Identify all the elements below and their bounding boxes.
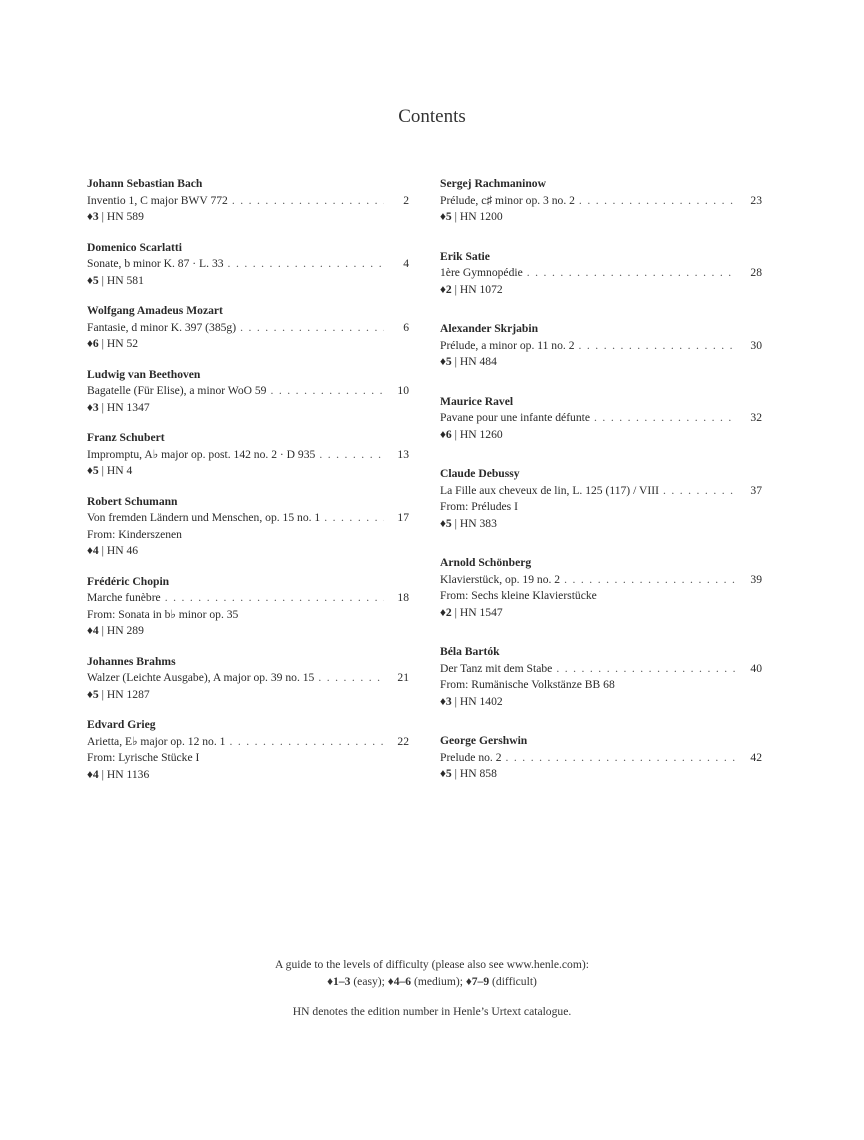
difficulty-line — [87, 767, 409, 784]
contents-entry — [440, 394, 762, 444]
composer-name: Ludwig van Beethoven — [87, 367, 201, 381]
separator: | — [98, 624, 107, 637]
diamond-icon: ♦ — [87, 544, 93, 557]
work-row — [440, 483, 762, 500]
work-title: Walzer (Leichte Ausgabe), A major op. 39 no. 15 — [87, 671, 315, 684]
work-row — [87, 320, 409, 337]
work-row — [87, 447, 409, 464]
work-row — [440, 193, 762, 210]
separator: | — [98, 273, 107, 287]
diamond-icon: ♦ — [440, 282, 446, 296]
separator: | — [451, 694, 460, 708]
level-label: (medium) — [413, 975, 460, 988]
separator: | — [451, 427, 460, 441]
separator: | — [98, 400, 107, 414]
dot-leader — [232, 193, 384, 210]
work-title: Bagatelle (Für Elise), a minor WoO 59 — [87, 384, 267, 397]
hn-number: HN 1200 — [459, 210, 503, 223]
hn-number: HN 46 — [106, 544, 139, 557]
dot-leader — [579, 338, 738, 355]
diamond-icon: ♦ — [87, 464, 93, 477]
difficulty-level: 5 — [445, 767, 452, 780]
difficulty-line — [87, 400, 409, 417]
difficulty-line — [87, 687, 409, 704]
hn-number: HN 581 — [106, 273, 144, 287]
composer-name: Alexander Skrjabin — [440, 322, 539, 335]
page-number: 2 — [403, 193, 409, 207]
work-title: Klavierstück, op. 19 no. 2 — [440, 572, 561, 586]
page-number: 4 — [403, 257, 409, 270]
work-row — [440, 661, 762, 678]
composer-name: Domenico Scarlatti — [87, 240, 182, 254]
difficulty-line — [440, 209, 762, 226]
difficulty-level: 5 — [92, 687, 99, 701]
page-number: 18 — [397, 591, 409, 604]
difficulty-line — [87, 209, 409, 226]
difficulty-level: 5 — [445, 210, 452, 223]
difficulty-line — [440, 605, 762, 622]
diamond-icon: ♦ — [440, 694, 446, 708]
hn-number: HN 383 — [459, 516, 497, 530]
work-row — [440, 410, 762, 427]
work-title: Marche funèbre — [87, 591, 161, 604]
composer-name: Edvard Grieg — [87, 718, 156, 731]
hn-number: HN 1347 — [106, 400, 150, 414]
difficulty-line — [440, 427, 762, 444]
hn-number: HN 1072 — [459, 282, 503, 296]
difficulty-line — [87, 273, 409, 290]
diamond-icon: ♦ — [87, 337, 93, 350]
difficulty-level: 6 — [92, 337, 99, 350]
level-range: 4–6 — [393, 975, 412, 988]
diamond-icon: ♦ — [87, 210, 93, 223]
hn-number: HN 52 — [106, 337, 139, 350]
hn-number: HN 484 — [459, 355, 497, 368]
difficulty-level: 5 — [92, 273, 99, 287]
composer-name: Johann Sebastian Bach — [87, 177, 203, 190]
page-number: 23 — [750, 193, 762, 207]
level-label: (difficult) — [492, 975, 537, 988]
separator: | — [451, 210, 460, 223]
difficulty-line — [87, 623, 409, 640]
work-row — [440, 750, 762, 767]
dot-leader — [594, 410, 737, 427]
source-collection: From: Sechs kleine Klavierstücke — [440, 589, 597, 602]
separator: | — [451, 516, 460, 530]
difficulty-level: 2 — [445, 605, 452, 619]
difficulty-level: 3 — [92, 400, 99, 414]
source-collection: From: Kinderszenen — [87, 527, 182, 541]
separator: | — [98, 544, 107, 557]
composer-name: Frédéric Chopin — [87, 574, 170, 588]
contents-entry — [87, 430, 409, 480]
page-number: 37 — [750, 483, 762, 497]
page-number: 13 — [397, 447, 409, 461]
dot-leader — [165, 590, 384, 607]
difficulty-level: 5 — [445, 516, 452, 530]
difficulty-level: 4 — [92, 544, 99, 557]
difficulty-level: 4 — [92, 624, 99, 637]
contents-left-column — [87, 176, 409, 783]
difficulty-line — [87, 543, 409, 560]
work-row — [87, 734, 409, 751]
separator: | — [451, 282, 460, 296]
level-range: 7–9 — [471, 975, 490, 988]
composer-name: Robert Schumann — [87, 494, 178, 508]
work-title: Inventio 1, C major BWV 772 — [87, 193, 228, 207]
page-number: 40 — [750, 661, 762, 675]
diamond-icon: ♦ — [87, 767, 93, 781]
work-title: Prélude, c♯ minor op. 3 no. 2 — [440, 193, 575, 207]
work-row — [87, 193, 409, 210]
dot-leader — [240, 320, 384, 337]
difficulty-levels: ♦1–3 (easy); ♦4–6 (medium); ♦7–9 (difficult) — [327, 975, 537, 988]
difficulty-line — [440, 354, 762, 371]
diamond-icon: ♦ — [327, 975, 334, 988]
hn-note: HN denotes the edition number in Henle’s Urtext catalogue. — [292, 1005, 572, 1018]
diamond-icon: ♦ — [440, 605, 446, 619]
composer-name: Arnold Schönberg — [440, 556, 532, 569]
dot-leader — [564, 572, 737, 589]
work-row — [87, 590, 409, 607]
work-title: Prélude, a minor op. 11 no. 2 — [440, 338, 575, 352]
difficulty-level: 5 — [92, 464, 99, 477]
hn-number: HN 589 — [106, 210, 144, 223]
dot-leader — [318, 670, 384, 687]
dot-leader — [229, 734, 384, 751]
difficulty-guide-text: A guide to the levels of difficulty (please also see www.henle.com): — [275, 958, 589, 971]
hn-number: HN 1402 — [459, 694, 503, 708]
difficulty-guide — [0, 956, 864, 990]
work-row — [87, 256, 409, 273]
work-title: Von fremden Ländern und Menschen, op. 15 no. 1 — [87, 511, 321, 524]
contents-entry — [87, 654, 409, 704]
diamond-icon: ♦ — [440, 355, 446, 368]
page-number: 30 — [750, 338, 762, 352]
diamond-icon: ♦ — [465, 975, 472, 988]
difficulty-level: 5 — [445, 355, 452, 368]
work-row — [440, 572, 762, 589]
diamond-icon: ♦ — [87, 624, 93, 637]
work-row — [87, 383, 409, 400]
hn-number: HN 4 — [106, 464, 133, 477]
composer-name: Maurice Ravel — [440, 394, 514, 408]
diamond-icon: ♦ — [440, 767, 446, 780]
contents-entry — [87, 574, 409, 640]
work-title: Pavane pour une infante défunte — [440, 411, 591, 424]
page-number: 21 — [397, 671, 409, 684]
difficulty-line — [87, 463, 409, 480]
separator: | — [451, 605, 460, 619]
work-title: La Fille aux cheveux de lin, L. 125 (117) / VIII — [440, 483, 659, 497]
page-number: 39 — [750, 572, 762, 586]
dot-leader — [324, 510, 384, 527]
level-range: 1–3 — [333, 975, 351, 988]
work-title: Sonate, b minor K. 87 · L. 33 — [87, 257, 224, 270]
separator: | — [451, 355, 460, 368]
work-title: Prelude no. 2 — [440, 750, 502, 764]
source-collection: From: Lyrische Stücke I — [87, 751, 200, 764]
composer-name: Franz Schubert — [87, 431, 165, 444]
separator: | — [451, 767, 460, 780]
dot-leader — [506, 750, 737, 767]
contents-entry — [87, 717, 409, 783]
page-title: Contents — [398, 106, 466, 127]
work-title: Impromptu, A♭ major op. post. 142 no. 2 · D 935 — [87, 447, 316, 461]
dot-leader — [579, 193, 737, 210]
work-title: Der Tanz mit dem Stabe — [440, 661, 553, 675]
difficulty-line — [440, 766, 762, 783]
dot-leader — [319, 447, 384, 464]
contents-entry — [87, 494, 409, 560]
composer-name: Béla Bartók — [440, 645, 500, 658]
diamond-icon: ♦ — [87, 687, 93, 701]
dot-leader — [556, 661, 737, 678]
page-number: 32 — [750, 411, 762, 424]
work-title: Arietta, E♭ major op. 12 no. 1 — [87, 734, 226, 748]
page-number: 22 — [397, 734, 409, 748]
work-row — [440, 265, 762, 282]
diamond-icon: ♦ — [440, 427, 446, 441]
dot-leader — [663, 483, 737, 500]
contents-entry — [440, 466, 762, 532]
composer-name: Erik Satie — [440, 249, 490, 263]
dot-leader — [228, 256, 384, 273]
separator: | — [98, 464, 107, 477]
difficulty-level: 6 — [445, 427, 452, 441]
composer-name: Sergej Rachmaninow — [440, 177, 546, 190]
contents-right-column — [440, 176, 762, 783]
difficulty-level: 3 — [92, 210, 99, 223]
separator: | — [98, 767, 107, 781]
diamond-icon: ♦ — [440, 210, 446, 223]
work-title: 1ère Gymnopédie — [440, 266, 523, 279]
hn-number: HN 858 — [459, 767, 497, 780]
separator: | — [98, 210, 107, 223]
contents-entry — [87, 303, 409, 353]
composer-name: Johannes Brahms — [87, 654, 176, 668]
difficulty-line — [440, 516, 762, 533]
contents-entry — [87, 240, 409, 290]
hn-number: HN 1547 — [459, 605, 503, 619]
work-row — [87, 510, 409, 527]
dot-leader — [527, 265, 737, 282]
page-number: 10 — [397, 384, 409, 397]
separator: | — [98, 337, 107, 350]
contents-entry — [440, 644, 762, 710]
hn-number: HN 1287 — [106, 687, 150, 701]
source-collection: From: Sonata in b♭ minor op. 35 — [87, 607, 239, 621]
separator: | — [98, 687, 107, 701]
diamond-icon: ♦ — [387, 975, 394, 988]
dot-leader — [270, 383, 384, 400]
difficulty-level: 2 — [445, 282, 452, 296]
page-number: 6 — [403, 320, 409, 334]
difficulty-level: 3 — [445, 694, 452, 708]
page-number: 28 — [750, 266, 762, 279]
page-number: 17 — [397, 511, 409, 524]
work-title: Fantasie, d minor K. 397 (385g) — [87, 320, 237, 334]
hn-number: HN 1260 — [459, 427, 503, 441]
contents-entry — [440, 249, 762, 299]
work-row — [440, 338, 762, 355]
difficulty-level: 4 — [92, 767, 99, 781]
composer-name: Claude Debussy — [440, 467, 520, 480]
contents-entry — [440, 555, 762, 621]
hn-number: HN 1136 — [106, 767, 150, 781]
difficulty-line — [440, 694, 762, 711]
level-label: (easy) — [353, 975, 382, 988]
difficulty-line — [87, 336, 409, 353]
hn-number: HN 289 — [106, 624, 144, 637]
contents-entry — [440, 176, 762, 226]
diamond-icon: ♦ — [87, 273, 93, 287]
contents-entry — [87, 176, 409, 226]
work-row — [87, 670, 409, 687]
page-number: 42 — [750, 750, 762, 764]
source-collection: From: Préludes I — [440, 500, 518, 513]
contents-entry — [440, 321, 762, 371]
difficulty-line — [440, 282, 762, 299]
composer-name: Wolfgang Amadeus Mozart — [87, 304, 223, 317]
diamond-icon: ♦ — [87, 400, 93, 414]
diamond-icon: ♦ — [440, 516, 446, 530]
contents-entry — [440, 733, 762, 783]
composer-name: George Gershwin — [440, 734, 528, 747]
source-collection: From: Rumänische Volkstänze BB 68 — [440, 678, 615, 691]
contents-entry — [87, 367, 409, 417]
